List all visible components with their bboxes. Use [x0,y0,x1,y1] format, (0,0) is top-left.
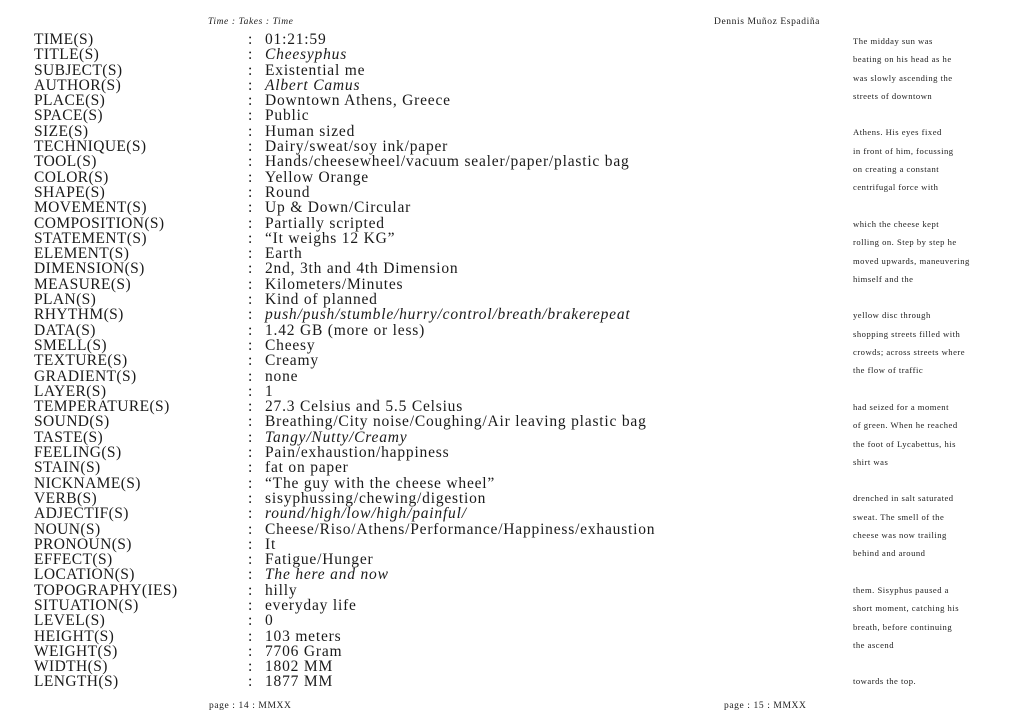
field-separator: : [248,199,253,217]
field-label: FEELING(S) [34,444,122,462]
field-label: LENGTH(S) [34,673,119,691]
field-label: ELEMENT(S) [34,245,130,263]
field-value: The here and now [265,566,389,584]
field-label: AUTHOR(S) [34,76,122,94]
field-label: MOVEMENT(S) [34,199,147,217]
field-value: none [265,367,299,385]
field-separator: : [248,291,253,309]
field-row [34,32,824,47]
field-row [34,261,824,276]
field-separator: : [248,367,253,385]
field-value: sisyphussing/chewing/digestion [265,489,487,507]
field-separator: : [248,642,253,660]
field-separator: : [248,398,253,416]
field-separator: : [248,474,253,492]
field-separator: : [248,306,253,324]
field-label: TOOL(S) [34,153,97,171]
field-value: Earth [265,245,303,263]
field-label: SUBJECT(S) [34,61,123,79]
page-header-author: Dennis Muñoz Espadiña [714,17,820,27]
field-list [34,32,824,690]
field-separator: : [248,627,253,645]
field-row [34,185,824,200]
narrative-line: beating on his head as he [853,54,952,65]
field-value: Tangy/Nutty/Creamy [265,428,408,446]
field-row [34,93,824,108]
field-separator: : [248,138,253,156]
field-label: LAYER(S) [34,382,107,400]
field-value: push/push/stumble/hurry/control/breath/brakerepeat [265,306,631,324]
field-separator: : [248,31,253,48]
field-row [34,292,824,307]
narrative-line: which the cheese kept [853,218,940,229]
field-value: fat on paper [265,459,349,477]
field-row [34,674,824,689]
field-value: “The guy with the cheese wheel” [265,474,496,492]
field-separator: : [248,444,253,462]
field-value: Breathing/City noise/Coughing/Air leaving plastic bag [265,413,647,431]
field-label: TOPOGRAPHY(IES) [34,581,178,599]
narrative-line: the flow of traffic [853,365,924,376]
field-value: Existential me [265,61,366,79]
field-label: DIMENSION(S) [34,260,145,278]
field-separator: : [248,122,253,140]
field-value: Pain/exhaustion/happiness [265,444,450,462]
field-row [34,170,824,185]
narrative-line: them. Sisyphus paused a [853,584,949,595]
field-value: 1877 MM [265,673,334,691]
field-separator: : [248,352,253,370]
field-separator: : [248,505,253,523]
field-value: Round [265,183,311,201]
narrative-line: himself and the [853,273,914,284]
field-value: Cheesy [265,336,316,354]
field-separator: : [248,581,253,599]
field-label: PRONOUN(S) [34,535,132,553]
field-row [34,78,824,93]
field-value: 1.42 GB (more or less) [265,321,426,339]
field-label: STAIN(S) [34,459,101,477]
field-separator: : [248,459,253,477]
narrative-line [853,288,1013,306]
field-separator: : [248,382,253,400]
narrative-line: the ascend [853,639,895,650]
field-separator: : [248,673,253,691]
field-row [34,231,824,246]
field-row [34,522,824,537]
field-row [34,323,824,338]
field-value: hilly [265,581,298,599]
narrative-line: behind and around [853,548,926,559]
field-separator: : [248,566,253,584]
field-row [34,613,824,628]
field-row [34,124,824,139]
field-label: COLOR(S) [34,168,109,186]
field-label: MEASURE(S) [34,275,132,293]
field-value: 1 [265,382,274,400]
field-label: TIME(S) [34,31,94,48]
narrative-line: of green. When he reached [853,420,958,431]
field-value: round/high/low/high/painful/ [265,505,467,523]
field-row [34,384,824,399]
field-label: RHYTHM(S) [34,306,124,324]
field-value: Public [265,107,310,125]
field-value: Yellow Orange [265,168,369,186]
field-separator: : [248,336,253,354]
field-row [34,139,824,154]
field-row [34,476,824,491]
narrative-line: breath, before continuing [853,621,953,632]
field-row [34,537,824,552]
narrative-line: shopping streets filled with [853,328,961,339]
narrative-line: sweat. The smell of the [853,511,945,522]
field-value: 2nd, 3th and 4th Dimension [265,260,459,278]
field-row [34,63,824,78]
field-row [34,369,824,384]
narrative-line: rolling on. Step by step he [853,237,957,248]
field-label: WEIGHT(S) [34,642,118,660]
field-separator: : [248,229,253,247]
field-label: VERB(S) [34,489,98,507]
narrative-line: cheese was now trailing [853,530,947,541]
field-separator: : [248,245,253,263]
field-separator: : [248,153,253,171]
narrative-line: in front of him, focussing [853,145,954,156]
field-separator: : [248,520,253,538]
field-value: Hands/cheesewheel/vacuum sealer/paper/plastic bag [265,153,630,171]
field-value: Fatigue/Hunger [265,551,374,569]
field-separator: : [248,489,253,507]
field-row [34,246,824,261]
field-value: 27.3 Celsius and 5.5 Celsius [265,398,464,416]
field-separator: : [248,46,253,64]
field-label: TECHNIQUE(S) [34,138,147,156]
field-separator: : [248,107,253,125]
field-value: Partially scripted [265,214,385,232]
field-row [34,307,824,322]
field-label: TEMPERATURE(S) [34,398,170,416]
field-separator: : [248,612,253,630]
field-value: 1802 MM [265,658,334,676]
field-value: Albert Camus [265,76,361,94]
narrative-line: The midday sun was [853,36,933,46]
narrative-line: Athens. His eyes fixed [853,127,942,138]
narrative-line [853,197,1013,215]
field-value: Cheesyphus [265,46,348,64]
field-separator: : [248,61,253,79]
field-label: LEVEL(S) [34,612,106,630]
narrative-line [853,471,1013,489]
field-row [34,200,824,215]
narrative-line: on creating a constant [853,164,940,175]
field-label: EFFECT(S) [34,551,113,569]
field-label: SMELL(S) [34,336,107,354]
field-separator: : [248,428,253,446]
field-row [34,583,824,598]
field-row [34,506,824,521]
narrative-line: yellow disc through [853,310,931,321]
field-label: SOUND(S) [34,413,110,431]
narrative-line: towards the top. [853,676,917,687]
field-label: SIZE(S) [34,122,89,140]
field-label: PLAN(S) [34,291,97,309]
field-row [34,353,824,368]
narrative-line: shirt was [853,456,889,467]
field-label: COMPOSITION(S) [34,214,165,232]
narrative-line: had seized for a moment [853,401,949,412]
field-label: NICKNAME(S) [34,474,141,492]
field-value: Cheese/Riso/Athens/Performance/Happiness/exhaustion [265,520,656,538]
field-value: 0 [265,612,274,630]
field-value: 7706 Gram [265,642,343,660]
field-row [34,338,824,353]
narrative-line: crowds; across streets where [853,347,966,358]
page-footer-left: page : 14 : MMXX [209,701,292,711]
field-separator: : [248,214,253,232]
field-label: SITUATION(S) [34,596,139,614]
narrative-line: centrifugal force with [853,182,939,193]
field-separator: : [248,596,253,614]
narrative-line: the foot of Lycabettus, his [853,438,956,449]
field-separator: : [248,413,253,431]
field-value: Kind of planned [265,291,378,309]
field-value: 103 meters [265,627,342,645]
field-label: STATEMENT(S) [34,229,147,247]
narrative-line: short moment, catching his [853,603,960,614]
field-label: PLACE(S) [34,92,106,110]
field-row [34,414,824,429]
field-label: DATA(S) [34,321,96,339]
field-row [34,644,824,659]
narrative-line [853,105,1013,123]
field-separator: : [248,183,253,201]
field-label: TASTE(S) [34,428,104,446]
field-separator: : [248,535,253,553]
field-row [34,552,824,567]
field-row [34,108,824,123]
field-row [34,399,824,414]
field-label: TITLE(S) [34,46,100,64]
field-value: 01:21:59 [265,31,327,48]
narrative-line: drenched in salt saturated [853,493,954,504]
field-row [34,47,824,62]
field-row [34,445,824,460]
field-row [34,567,824,582]
field-row [34,216,824,231]
field-label: ADJECTIF(S) [34,505,129,523]
field-label: GRADIENT(S) [34,367,137,385]
field-row [34,154,824,169]
field-label: SPACE(S) [34,107,103,125]
field-row [34,430,824,445]
field-row [34,598,824,613]
field-separator: : [248,658,253,676]
field-value: “It weighs 12 KG” [265,229,396,247]
field-row [34,277,824,292]
narrative-line: streets of downtown [853,90,933,101]
field-separator: : [248,260,253,278]
field-label: TEXTURE(S) [34,352,128,370]
field-value: Up & Down/Circular [265,199,412,217]
field-row [34,460,824,475]
field-value: Downtown Athens, Greece [265,92,451,110]
field-separator: : [248,321,253,339]
page-header-title: Time : Takes : Time [208,17,294,27]
field-separator: : [248,92,253,110]
narrative-column [853,32,1013,691]
field-label: HEIGHT(S) [34,627,115,645]
field-value: Kilometers/Minutes [265,275,404,293]
field-row [34,491,824,506]
field-value: Human sized [265,122,356,140]
page-footer-right: page : 15 : MMXX [724,701,807,711]
field-separator: : [248,551,253,569]
field-label: SHAPE(S) [34,183,106,201]
field-value: Creamy [265,352,319,370]
field-value: It [265,535,277,553]
narrative-line: was slowly ascending the [853,72,953,83]
field-label: NOUN(S) [34,520,101,538]
narrative-line [853,380,1013,398]
field-separator: : [248,76,253,94]
field-separator: : [248,168,253,186]
field-value: Dairy/sweat/soy ink/paper [265,138,449,156]
narrative-line [853,654,1013,672]
narrative-line: moved upwards, maneuvering [853,255,970,266]
field-separator: : [248,275,253,293]
field-row [34,629,824,644]
narrative-line [853,563,1013,581]
field-label: LOCATION(S) [34,566,135,584]
field-value: everyday life [265,596,357,614]
field-row [34,659,824,674]
field-label: WIDTH(S) [34,658,108,676]
